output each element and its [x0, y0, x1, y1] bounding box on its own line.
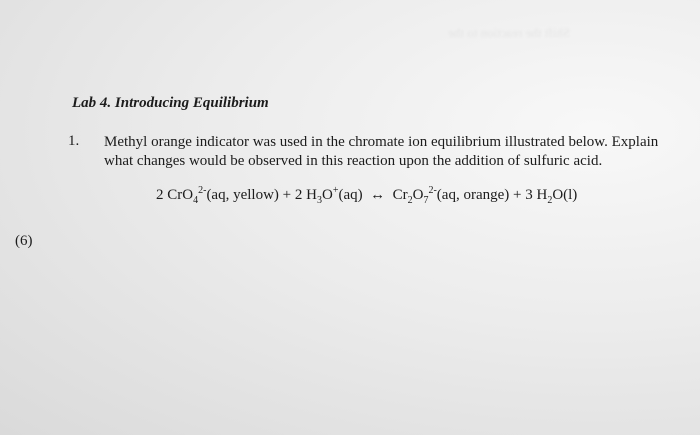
question-line-1: Methyl orange indicator was used in the chromate ion equilibrium illustrated below. Explain	[104, 134, 659, 150]
question-number: 1.	[68, 133, 80, 149]
bleed-through-text: Shift the reaction to the	[447, 25, 570, 40]
question-line-2: what changes would be observed in this reaction upon the addition of sulfuric acid.	[104, 153, 603, 169]
points-value: (6)	[15, 233, 33, 249]
question-text	[104, 133, 700, 171]
lab-heading: Lab 4. Introducing Equilibrium	[72, 95, 269, 111]
equilibrium-arrow: ↔	[370, 187, 386, 203]
chemical-equation: 2 CrO$_4^{2-}$(aq, yellow) + 2 $H_3O^+(aq)$ ↔ $Cr_2O_7^{2-}(aq$, orange) + 3 $H_2O(l)$	[156, 185, 578, 206]
